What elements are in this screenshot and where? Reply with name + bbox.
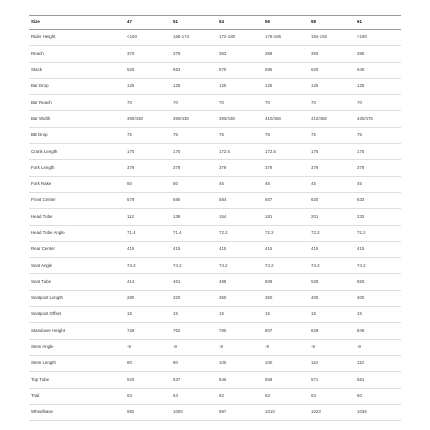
row-label: Seatpost Offset xyxy=(31,311,62,317)
table-cell: 15 xyxy=(311,311,316,317)
table-row xyxy=(29,78,401,94)
table-cell: 430/476 xyxy=(357,115,373,121)
table-row xyxy=(29,46,401,62)
table-cell: 383 xyxy=(219,50,227,56)
table-cell: 415 xyxy=(311,246,319,252)
table-cell: 125 xyxy=(311,83,319,89)
table-cell: 72.2 xyxy=(265,230,274,235)
table-cell: 138 xyxy=(173,213,181,219)
row-label: Seat Tube xyxy=(31,278,52,284)
table-cell: 63 xyxy=(265,392,270,398)
table-cell: 71.4 xyxy=(173,230,182,235)
table-row xyxy=(29,323,401,339)
column-header-size-label: Size xyxy=(31,19,40,25)
table-cell: 75 xyxy=(127,132,132,138)
table-row xyxy=(29,160,401,176)
table-cell: -8 xyxy=(265,344,269,350)
row-label: BB Drop xyxy=(31,132,48,138)
table-row xyxy=(29,176,401,192)
table-cell: 80 xyxy=(127,360,132,366)
row-label: Stack xyxy=(31,67,42,73)
row-label: Head Tube xyxy=(31,213,53,219)
table-cell: 71.4 xyxy=(127,230,136,235)
table-cell: 550 xyxy=(357,278,365,284)
table-row xyxy=(29,192,401,208)
row-label: Bar Width xyxy=(31,115,51,121)
table-cell: 70 xyxy=(127,99,132,105)
table-cell: -8 xyxy=(173,344,177,350)
table-cell: 849 xyxy=(357,327,365,333)
row-label: Top Tube xyxy=(31,376,50,382)
table-cell: 1000 xyxy=(173,409,183,415)
table-row xyxy=(29,225,401,241)
row-label: Reach xyxy=(31,50,44,56)
table-cell: 184-192 xyxy=(311,34,328,40)
table-cell: -8 xyxy=(357,344,361,350)
table-cell: 828 xyxy=(311,327,319,333)
row-label: Front Center xyxy=(31,197,56,203)
table-cell: 390/438 xyxy=(219,115,235,121)
table-cell: 586 xyxy=(173,197,181,203)
table-cell: 172-180 xyxy=(219,34,236,40)
table-cell: 125 xyxy=(173,83,181,89)
table-cell: 45 xyxy=(311,181,316,187)
table-cell: 70 xyxy=(357,99,362,105)
table-cell: 60 xyxy=(357,392,362,398)
table-cell: 645 xyxy=(357,67,365,73)
table-row xyxy=(29,388,401,404)
table-cell: 175 xyxy=(357,148,365,154)
table-cell: <160 xyxy=(127,34,137,40)
table-cell: 571 xyxy=(311,376,319,382)
table-row xyxy=(29,339,401,355)
table-cell: 410/458 xyxy=(311,115,327,121)
table-row xyxy=(29,144,401,160)
table-cell: 74.2 xyxy=(127,262,136,268)
table-cell: 172.5 xyxy=(265,148,276,154)
table-cell: 15 xyxy=(173,311,178,317)
row-label: Stem Length xyxy=(31,360,56,366)
table-cell: 72.2 xyxy=(219,230,228,235)
table-header-row xyxy=(29,16,401,30)
table-cell: 154 xyxy=(219,213,227,219)
table-cell: 379 xyxy=(219,164,227,170)
geometry-table xyxy=(29,15,401,421)
table-row xyxy=(29,209,401,225)
table-cell: 70 xyxy=(311,99,316,105)
table-cell: 415 xyxy=(219,246,227,252)
table-row xyxy=(29,307,401,323)
table-cell: 172.5 xyxy=(219,148,230,154)
table-cell: 75 xyxy=(311,132,316,138)
row-label: Standover Height xyxy=(31,327,65,333)
table-cell: 410/458 xyxy=(265,115,281,121)
table-cell: 74.2 xyxy=(265,262,274,268)
table-cell: 45 xyxy=(357,181,362,187)
table-cell: 63 xyxy=(173,392,178,398)
table-cell: 15 xyxy=(357,311,362,317)
column-header-size-51: 51 xyxy=(173,19,178,25)
table-cell: 45 xyxy=(219,181,224,187)
table-cell: -8 xyxy=(311,344,315,350)
table-cell: 75 xyxy=(265,132,270,138)
table-cell: 393 xyxy=(311,50,319,56)
table-cell: 360 xyxy=(219,295,227,301)
table-cell: 415 xyxy=(357,246,365,252)
table-cell: 170 xyxy=(127,148,135,154)
row-label: Stem Angle xyxy=(31,344,54,350)
table-cell: >190 xyxy=(357,34,367,40)
table-cell: 15 xyxy=(265,311,270,317)
table-cell: 558 xyxy=(265,376,273,382)
table-cell: 50 xyxy=(127,181,132,187)
table-cell: 100 xyxy=(219,360,227,366)
table-cell: 74.2 xyxy=(173,262,182,268)
table-cell: 379 xyxy=(311,164,319,170)
table-row xyxy=(29,241,401,257)
table-cell: 70 xyxy=(173,99,178,105)
table-cell: 280 xyxy=(127,295,135,301)
table-cell: 45 xyxy=(265,181,270,187)
table-cell: 525 xyxy=(127,67,135,73)
table-cell: 508 xyxy=(265,278,273,284)
table-cell: 620 xyxy=(311,67,319,73)
table-cell: 170 xyxy=(173,148,181,154)
table-cell: 400 xyxy=(357,295,365,301)
table-cell: 807 xyxy=(265,327,273,333)
table-cell: 762 xyxy=(173,327,181,333)
table-row xyxy=(29,127,401,143)
table-cell: 181 xyxy=(265,213,273,219)
row-label: Rear Center xyxy=(31,246,55,252)
table-cell: 1036 xyxy=(357,409,367,415)
table-cell: 70 xyxy=(265,99,270,105)
table-cell: 370 xyxy=(127,50,135,56)
table-cell: 360 xyxy=(265,295,273,301)
column-header-size-47: 47 xyxy=(127,19,132,25)
table-row xyxy=(29,404,401,420)
table-cell: 595 xyxy=(265,67,273,73)
row-label: Rider Height xyxy=(31,34,56,40)
table-cell: 570 xyxy=(219,67,227,73)
table-cell: 201 xyxy=(311,213,319,219)
table-row xyxy=(29,111,401,127)
table-cell: 415 xyxy=(265,246,273,252)
table-cell: 461 xyxy=(173,278,181,284)
row-label: Fork Rake xyxy=(31,181,52,187)
table-cell: 110 xyxy=(311,360,318,366)
table-cell: 379 xyxy=(173,50,181,56)
table-cell: -8 xyxy=(127,344,131,350)
table-cell: 379 xyxy=(265,164,273,170)
table-cell: 74.2 xyxy=(357,262,366,268)
row-label: Head Tube Angle xyxy=(31,230,65,235)
table-cell: 1023 xyxy=(311,409,321,415)
table-cell: 75 xyxy=(219,132,224,138)
table-cell: 72.2 xyxy=(311,230,320,235)
table-cell: 125 xyxy=(127,83,135,89)
row-label: Bar Reach xyxy=(31,99,52,105)
table-cell: 74.2 xyxy=(219,262,228,268)
table-row xyxy=(29,95,401,111)
table-cell: 63 xyxy=(127,392,132,398)
table-cell: 50 xyxy=(173,181,178,187)
table-cell: 379 xyxy=(173,164,181,170)
table-cell: 90 xyxy=(173,360,178,366)
table-cell: 546 xyxy=(219,376,227,382)
table-cell: 581 xyxy=(357,376,365,382)
table-cell: 15 xyxy=(219,311,224,317)
table-cell: 728 xyxy=(127,327,135,333)
table-cell: 15 xyxy=(127,311,132,317)
table-cell: 537 xyxy=(173,376,181,382)
column-header-size-54: 54 xyxy=(219,19,224,25)
table-row xyxy=(29,62,401,78)
table-cell: 579 xyxy=(127,197,135,203)
table-cell: 72.2 xyxy=(357,230,366,235)
table-cell: 125 xyxy=(219,83,227,89)
table-cell: 110 xyxy=(357,360,364,366)
table-cell: 607 xyxy=(265,197,273,203)
table-cell: 488 xyxy=(219,278,227,284)
table-cell: 388 xyxy=(265,50,273,56)
table-cell: 320 xyxy=(173,295,181,301)
table-cell: 75 xyxy=(173,132,178,138)
table-cell: 395 xyxy=(357,50,365,56)
row-label: Fork Length xyxy=(31,164,55,170)
table-cell: 997 xyxy=(219,409,227,415)
table-cell: 620 xyxy=(311,197,319,203)
column-header-size-56: 56 xyxy=(265,19,270,25)
table-cell: 100 xyxy=(265,360,273,366)
table-cell: 633 xyxy=(357,197,365,203)
table-cell: 553 xyxy=(173,67,181,73)
table-cell: 62 xyxy=(219,392,224,398)
table-cell: 1010 xyxy=(265,409,275,415)
row-label: Trail xyxy=(31,392,40,398)
table-cell: 112 xyxy=(127,213,134,219)
table-cell: 233 xyxy=(357,213,365,219)
column-header-size-61: 61 xyxy=(357,19,362,25)
column-header-size-58: 58 xyxy=(311,19,316,25)
table-cell: 414 xyxy=(127,278,135,284)
table-cell: 400 xyxy=(311,295,319,301)
table-cell: 379 xyxy=(127,164,135,170)
table-cell: 982 xyxy=(127,409,135,415)
row-label: Wheelbase xyxy=(31,409,53,415)
table-row xyxy=(29,258,401,274)
table-cell: 176-186 xyxy=(265,34,282,40)
table-cell: 528 xyxy=(311,278,319,284)
table-cell: 520 xyxy=(127,376,135,382)
table-cell: 780 xyxy=(219,327,227,333)
table-cell: 415 xyxy=(173,246,181,252)
table-row xyxy=(29,274,401,290)
table-cell: 168-174 xyxy=(173,34,190,40)
table-cell: 75 xyxy=(357,132,362,138)
table-cell: -8 xyxy=(219,344,223,350)
table-body xyxy=(29,30,401,421)
table-cell: 125 xyxy=(357,83,365,89)
table-row xyxy=(29,290,401,306)
table-cell: 70 xyxy=(219,99,224,105)
row-label: Crank Length xyxy=(31,148,58,154)
table-cell: 74.2 xyxy=(311,262,320,268)
table-cell: 390/438 xyxy=(173,115,189,121)
row-label: Bar Drop xyxy=(31,83,49,89)
table-cell: 125 xyxy=(265,83,273,89)
table-cell: 415 xyxy=(127,246,135,252)
table-row xyxy=(29,355,401,371)
table-row xyxy=(29,30,401,46)
row-label: Seatpost Length xyxy=(31,295,63,301)
row-label: Seat Angle xyxy=(31,262,53,268)
table-cell: 390/438 xyxy=(127,115,143,121)
table-cell: 175 xyxy=(311,148,319,154)
table-cell: 584 xyxy=(219,197,227,203)
table-cell: 379 xyxy=(357,164,365,170)
table-row xyxy=(29,372,401,388)
table-cell: 63 xyxy=(311,392,316,398)
